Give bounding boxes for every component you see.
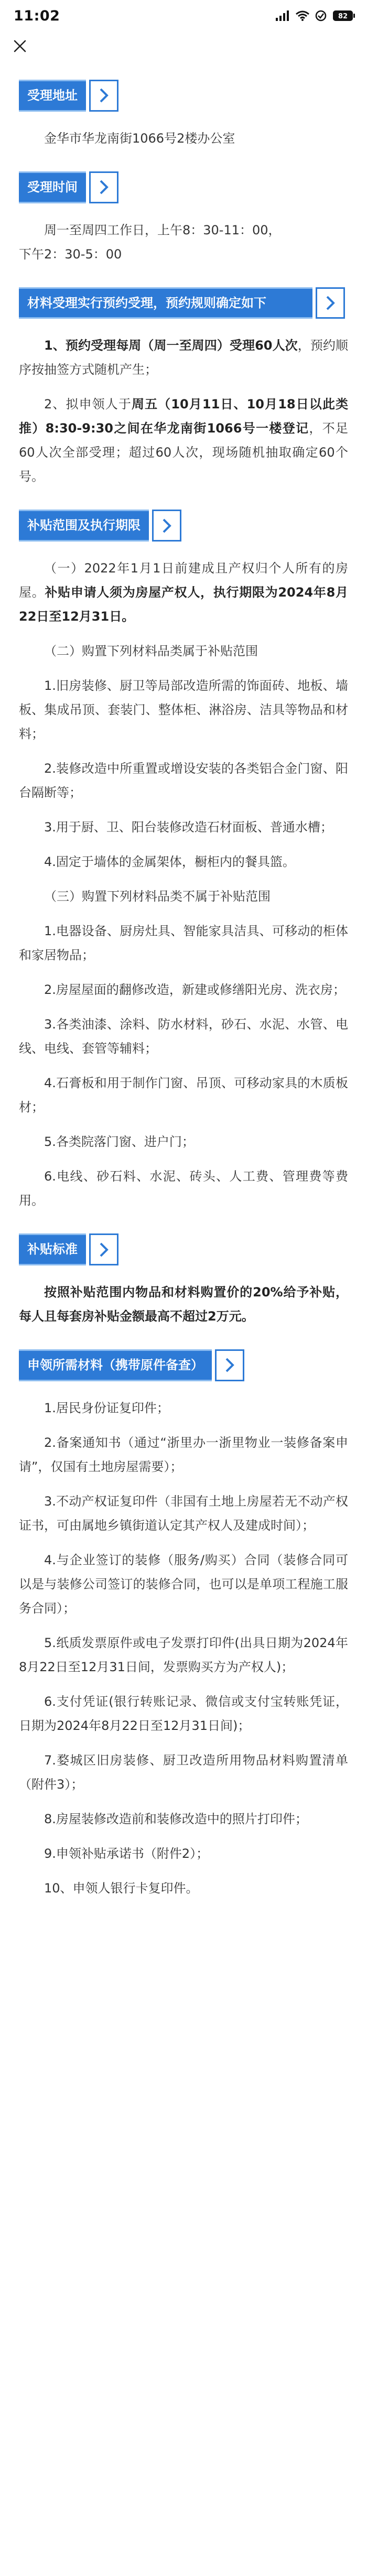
scope-intro-bold: 补贴申请人须为房屋产权人，执行期限为2024年8月22日至12月31日。 [19,585,348,624]
include-item: 3.用于厨、卫、阳台装修改造石材面板、普通水槽； [44,820,333,835]
vpn-icon [315,10,327,21]
close-button[interactable] [9,36,30,57]
section-time [19,171,348,266]
rule-1-rest: ，预约顺序按抽签方式随机产生； [19,338,348,377]
status-icons [275,10,355,21]
section-title: 申领所需材料（携带原件备查） [19,1349,212,1381]
material-item: 1.居民身份证复印件； [44,1400,169,1415]
chevron-right-icon [224,1357,235,1373]
appointment-rule-1 [19,333,348,382]
scope-intro [19,556,348,629]
include-item: 4.固定于墙体的金属架体，橱柜内的餐具篮。 [44,854,295,870]
section-address [19,80,348,150]
close-icon [13,39,27,53]
arrow-badge [215,1349,244,1381]
time-line2: 下午2：30-5：00 [19,246,122,262]
arrow-badge [89,1233,118,1265]
include-item: 1.旧房装修、厨卫等局部改造所需的饰面砖、地板、墙板、集成吊顶、套装门、整体柜、淋浴房、洁具等物品和材料； [19,678,348,742]
time-line1: 周一至周四工作日，上午8：30-11：00， [44,222,281,237]
exclude-item: 3.各类油漆、涂料、防水材料，砂石、水泥、水管、电线、电线、套管等辅料； [19,1017,348,1056]
section-title: 补贴范围及执行期限 [19,510,149,542]
material-item: 9.申领补贴承诺书（附件2）； [44,1846,209,1861]
material-item: 3.不动产权证复印件（非国有土地上房屋若无不动产权证书，可由属地乡镇街道认定其产权人及建成时间）； [19,1493,348,1533]
section-standard [19,1233,348,1328]
arrow-badge [89,171,118,203]
battery-level: 82 [338,13,348,20]
scope-intro-pre: （一）2022年1月1日前建成且产权归个人所有的房屋。 [19,561,348,600]
arrow-badge [316,287,345,319]
nav-bar [0,31,367,61]
arrow-badge [89,80,118,112]
exclude-item: 1.电器设备、厨房灶具、智能家具洁具、可移动的柜体和家居物品； [19,924,348,963]
section-header [19,287,348,319]
material-item: 10、申领人银行卡复印件。 [44,1880,199,1896]
article-content [0,61,367,1900]
chevron-right-icon [161,518,172,534]
section-title: 材料受理实行预约受理，预约规则确定如下 [19,287,312,319]
status-bar [0,0,367,31]
address-text: 金华市华龙南街1066号2楼办公室 [44,131,235,146]
material-item: 7.婺城区旧房装修、厨卫改造所用物品材料购置清单（附件3）； [19,1752,348,1792]
section-title: 受理时间 [19,171,86,203]
material-item: 2.备案通知书（通过“浙里办一浙里物业一装修备案申请”，仅国有土地房屋需要）； [19,1435,348,1474]
exclude-item: 2.房屋屋面的翻修改造，新建或修缮阳光房、洗衣房； [44,982,346,998]
material-item: 4.与企业签订的装修（服务/购买）合同（装修合同可以是与装修公司签订的装修合同，也可以是单项工程施工服务合同）； [19,1552,348,1616]
section-header [19,1349,348,1381]
include-heading: （二）购置下列材料品类属于补贴范围 [44,644,258,659]
time-text [19,218,348,266]
rule-1-bold: 1、预约受理每周（周一至周四）受理60人次 [44,338,298,353]
section-materials [19,1349,348,1900]
battery-icon [332,10,355,21]
exclude-item: 4.石膏板和用于制作门窗、吊顶、可移动家具的木质板材； [19,1076,348,1115]
chevron-right-icon [325,295,336,311]
section-title: 受理地址 [19,80,86,112]
status-time: 11:02 [14,7,60,24]
signal-icon [275,10,290,21]
section-header [19,80,348,112]
material-item: 6.支付凭证(银行转账记录、微信或支付宝转账凭证，日期为2024年8月22日至12月31日间)； [19,1694,348,1733]
wifi-icon [296,10,309,21]
chevron-right-icon [98,179,110,195]
appointment-rule-2 [19,392,348,489]
exclude-item: 6.电线、砂石料、水泥、砖头、人工费、管理费等费用。 [19,1169,348,1208]
material-item: 5.纸质发票原件或电子发票打印件(出具日期为2024年8月22日至12月31日间，发票购买方为产权人)； [19,1635,348,1674]
rule-2-bold: 周五（10月11日、10月18日以此类推）8:30-9:30之间在华龙南街1066号一楼登记 [19,397,348,436]
rule-2-rest: ，不足60人次全部受理；超过60人次，现场随机抽取确定60个号。 [19,421,348,484]
section-header [19,510,348,542]
section-scope [19,510,348,1213]
material-item: 8.房屋装修改造前和装修改造中的照片打印件； [44,1811,308,1826]
section-header [19,171,348,203]
standard-text: 按照补贴范围内物品和材料购置价的20%给予补贴，每人且每套房补贴金额最高不超过2万元。 [19,1284,348,1324]
section-appointment [19,287,348,489]
section-title: 补贴标准 [19,1233,86,1265]
chevron-right-icon [98,88,110,103]
include-item: 2.装修改造中所重置或增设安装的各类铝合金门窗、阳台隔断等； [19,761,348,800]
chevron-right-icon [98,1242,110,1258]
rule-2-pre: 2、拟申领人于 [44,397,132,412]
exclude-item: 5.各类院落门窗、进户门； [44,1134,195,1150]
section-header [19,1233,348,1265]
exclude-heading: （三）购置下列材料品类不属于补贴范围 [44,889,271,904]
arrow-badge [152,510,181,542]
